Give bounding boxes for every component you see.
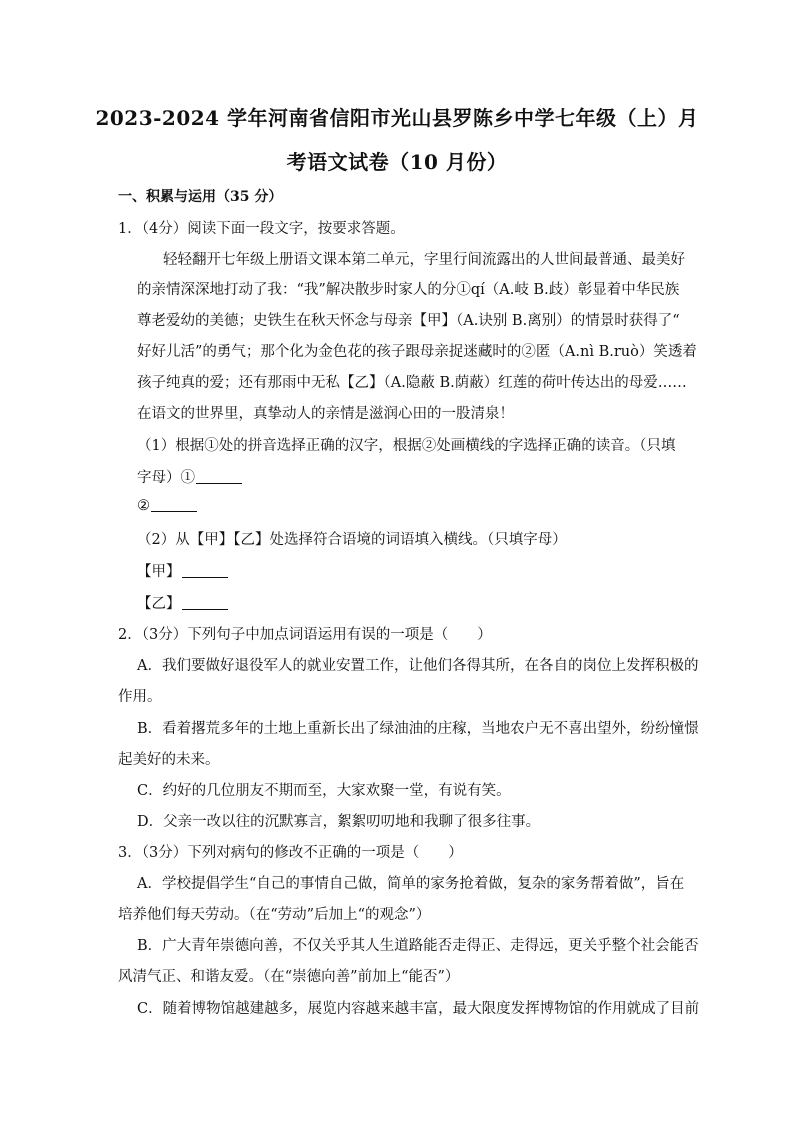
q1-sub2-yi [137,592,228,613]
q2-option-b-line-2: 起美好的未来。 [118,752,220,768]
q3-option-a-line-2: 培养他们每天劳动。（在“劳动”后加上“的观念”） [118,907,431,923]
q2-option-d: D．父亲一改以往的沉默寡言，絮絮叨叨地和我聊了很多往事。 [137,814,541,830]
q2-stem: 2．（3分）下列句子中加点词语运用有误的一项是（ ） [118,627,492,643]
q3-option-a-line-1: A．学校提倡学生“自己的事情自己做，简单的家务抢着做，复杂的家务帮着做”，旨在 [137,876,685,892]
q2-option-a-line-2: 作用。 [118,689,162,705]
q1-passage-line-2: 的亲情深深地打动了我：“我”解决散步时家人的分①qí（A.岐 B.歧）彰显着中华民族 [137,282,680,298]
q3-stem: 3．（3分）下列对病句的修改不正确的一项是（ ） [118,845,463,861]
q3-option-b-line-1: B．广大青年崇德向善，不仅关乎其人生道路能否走得正、走得远，更关乎整个社会能否 [137,938,699,954]
q2-option-a-line-1: A．我们要做好退役军人的就业安置工作，让他们各得其所，在各自的岗位上发挥积极的 [137,658,699,674]
q1-passage-line-4: 好好儿活”的勇气；那个化为金色花的孩子跟母亲捉迷藏时的②匿（A.nì B.ruò）笑透着 [137,344,697,360]
q1-passage-line-5: 孩子纯真的爱；还有那雨中无私【乙】（A.隐蔽 B.荫蔽）红莲的荷叶传达出的母爱…… [137,375,687,391]
q3-option-b-line-2: 风清气正、和谐友爱。（在“崇德向善”前加上“能否”） [118,969,460,985]
q1-sub2-jia-label: 【甲】 [137,564,181,580]
answer-blank[interactable] [182,595,228,610]
q1-sub1-text: （1）根据①处的拼音选择正确的汉字，根据②处画横线的字选择正确的读音。（只填 [137,438,676,454]
q1-passage-line-3: 尊老爱幼的美德；史铁生在秋天怀念与母亲【甲】（A.诀别 B.离别）的情景时获得了“ [137,313,680,329]
answer-blank[interactable] [182,563,228,578]
q2-option-c: C．约好的几位朋友不期而至，大家欢聚一堂，有说有笑。 [137,783,511,799]
q1-passage-line-1: 轻轻翻开七年级上册语文课本第二单元，字里行间流露出的人世间最普通、最美好 [163,252,685,268]
section-heading: 一、积累与运用（35 分） [118,189,283,205]
q3-option-c-line-1: C．随着博物馆越建越多，展览内容越来越丰富，最大限度发挥博物馆的作用就成了目前 [137,1001,700,1017]
answer-blank[interactable] [196,469,242,484]
q1-sub2-yi-label: 【乙】 [137,596,181,612]
q1-sub1-answer-2-label: ② [137,498,150,514]
q1-sub1-answer-2 [137,497,197,514]
q2-option-b-line-1: B．看着撂荒多年的土地上重新长出了绿油油的庄稼，当地农户无不喜出望外，纷纷憧憬 [137,721,699,737]
q1-sub1-answer-1-label: 字母）① [137,470,195,486]
q1-sub2-jia [137,560,228,581]
q1-passage-line-6: 在语文的世界里，真挚动人的亲情是滋润心田的一股清泉！ [137,406,514,422]
q1-stem: 1．（4分）阅读下面一段文字，按要求答题。 [118,221,405,237]
q1-sub1-answer-1 [137,466,242,487]
q1-sub2-text: （2）从【甲】【乙】处选择符合语境的词语填入横线。（只填字母） [137,532,567,548]
answer-blank[interactable] [151,497,197,512]
title-line-2: 考语文试卷（10 月份） [286,150,508,174]
title-line-1: 2023-2024 学年河南省信阳市光山县罗陈乡中学七年级（上）月 [95,106,699,130]
